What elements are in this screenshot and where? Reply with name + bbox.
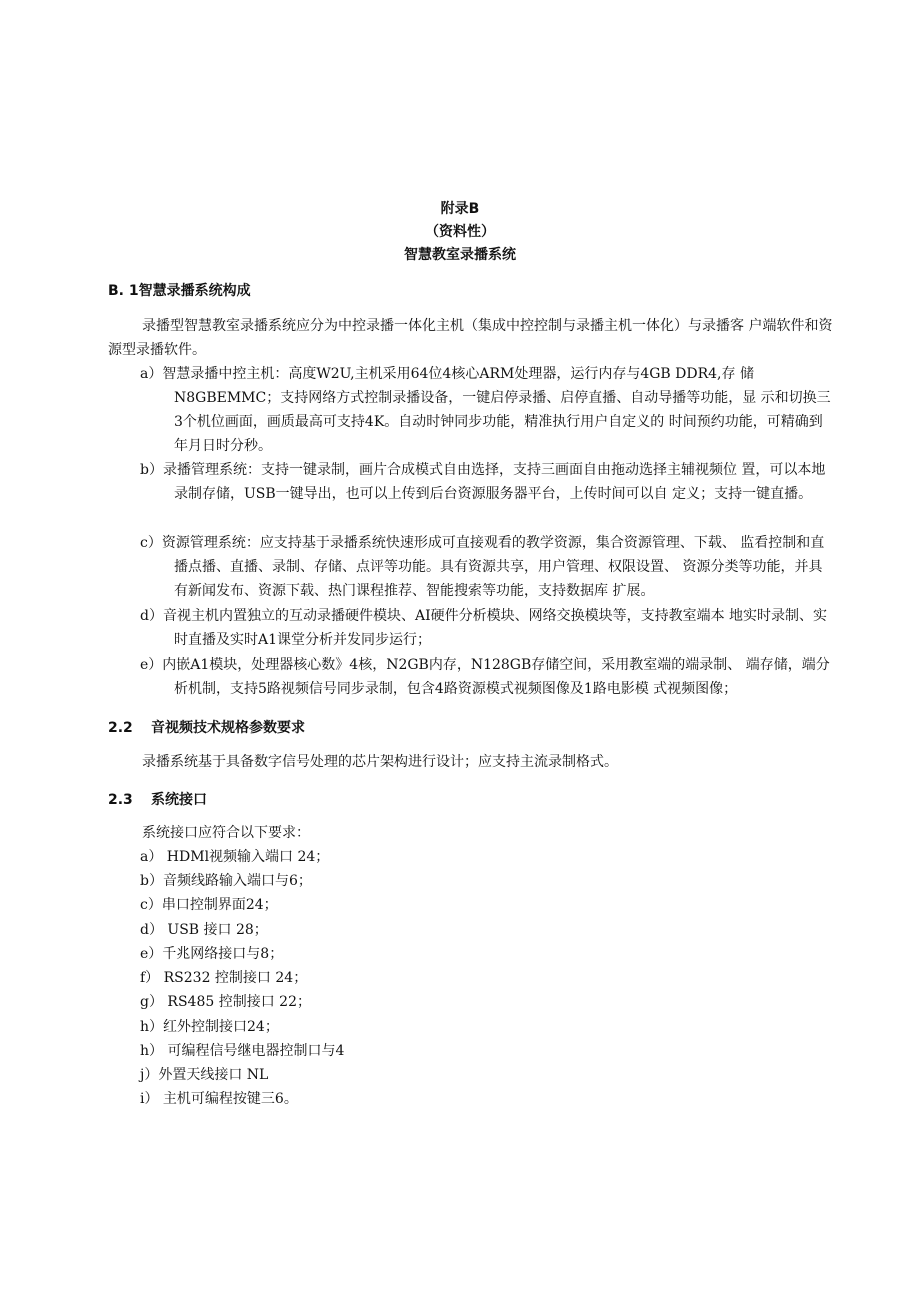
- appendix-label: 附录B: [440, 201, 480, 217]
- list-item: i） 主机可编程按键三6。: [140, 1091, 298, 1107]
- section-title: 系统接口: [151, 792, 207, 808]
- section-heading-2-3: [108, 789, 207, 809]
- page-title: 智慧教室录播系统: [404, 247, 516, 263]
- section-heading-2-2: [108, 717, 305, 737]
- section1-intro-text: 录播型智慧教室录播系统应分为中控录播一体化主机（集成中控控制与录播主机一体化）与录播客 户端软件和资源型录播软件。: [108, 318, 833, 358]
- section3-intro: 系统接口应符合以下要求：: [142, 825, 310, 841]
- list-item: c）资源管理系统：应支持基于录播系统快速形成可直接观看的教学资源，集合资源管理、下载、 监看控制和直播点播、直播、录制、存储、点评等功能。具有资源共享，用户管理、权限设置、 资源分类等功能，并具有新闻发布、资源下载、热门课程推荐、智能搜索等功能，支持数据库 扩展。: [140, 535, 825, 599]
- section2-text: 录播系统基于具备数字信号处理的芯片架构进行设计；应支持主流录制格式。: [142, 754, 618, 770]
- section-title: 音视频技术规格参数要求: [151, 720, 305, 736]
- list-item: f） RS232 控制接口 24；: [140, 970, 308, 986]
- section-number: 2.2: [108, 720, 133, 736]
- list-item: h） 可编程信号继电器控制口与4: [140, 1043, 345, 1059]
- section-number: 2.3: [108, 792, 133, 808]
- list-item: d） USB 接口 28；: [140, 922, 268, 938]
- appendix-nature: （资料性）: [425, 224, 495, 240]
- list-item: e）千兆网络接口与8；: [140, 946, 284, 962]
- section1-intro: [108, 314, 836, 362]
- list-item: a） HDMl视频输入端口 24；: [140, 849, 330, 865]
- list-item: b）音频线路输入端口与6；: [140, 873, 312, 889]
- list-item: c）串口控制界面24；: [140, 897, 278, 913]
- list-item: h）红外控制接口24；: [140, 1019, 279, 1035]
- list-item: g） RS485 控制接口 22；: [140, 994, 311, 1010]
- list-item: a）智慧录播中控主机：高度W2U,主机采用64位4核心ARM处理器，运行内存与4GB DDR4,存 储N8GBEMMC；支持网络方式控制录播设备，一键启停录播、启停直播、自动导播等功能，显 示和切换三3个机位画面，画质最高可支持4K。自动时钟同步功能，精准执行用户自定义的 时间预约功能，可精确到年月日时分秒。: [140, 366, 831, 454]
- list-item: e）内嵌A1模块，处理器核心数》4核，N2GB内存，N128GB存储空间，采用教室端的端录制、 端存储，端分析机制，支持5路视频信号同步录制，包含4路资源模式视频图像及1路电影模 式视频图像；: [140, 657, 830, 697]
- section-heading-b1: B. 1智慧录播系统构成: [108, 283, 251, 299]
- list-item: d）音视主机内置独立的互动录播硬件模块、AI硬件分析模块、网络交换模块等，支持教室端本 地实时录制、实时直播及实时A1课堂分析并发同步运行；: [140, 608, 828, 648]
- list-item: b）录播管理系统：支持一键录制，画片合成模式自由选择，支持三画面自由拖动选择主辅视频位 置，可以本地录制存储，USB一键导出，也可以上传到后台资源服务器平台，上传时间可以自 定义；支持一键直播。: [140, 462, 826, 502]
- list-item: j）外置天线接口 NL: [140, 1067, 269, 1083]
